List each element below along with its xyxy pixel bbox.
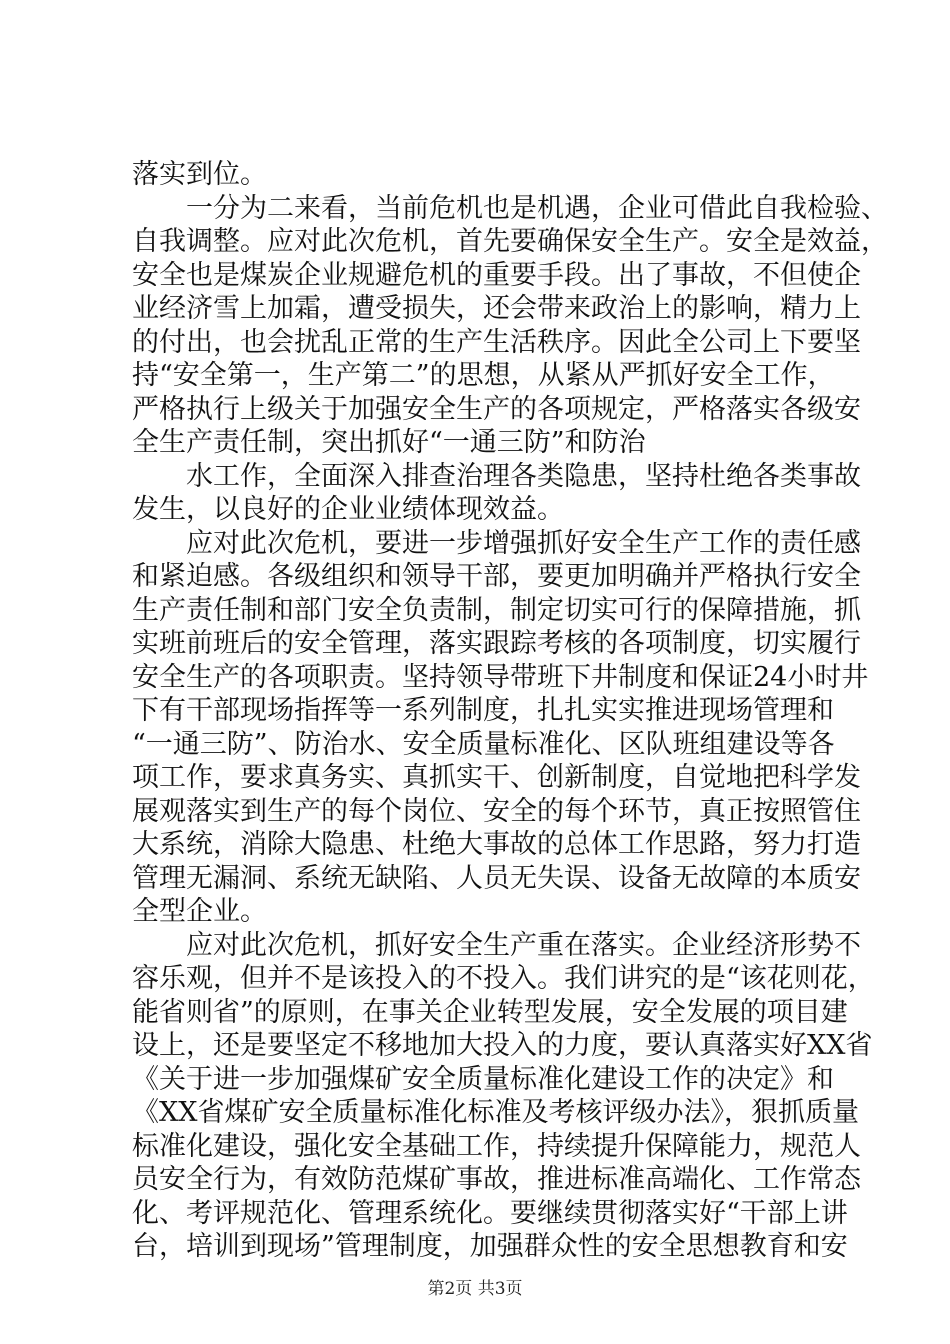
text-line: 落实到位。 <box>132 159 267 190</box>
text-line: “一通三防”、防治水、安全质量标准化、区队班组建设等各 <box>132 728 835 760</box>
text-line: 《关于进一步加强煤矿安全质量标准化建设工作的决定》和 <box>132 1063 834 1095</box>
text-line: 员安全行为，有效防范煤矿事故，推进标准高端化、工作常态 <box>132 1164 861 1195</box>
text-line: 水工作，全面深入排查治理各类隐患，坚持杜绝各类事故 <box>132 460 861 492</box>
text-line: 自我调整。应对此次危机，首先要确保安全生产。安全是效益， <box>132 226 888 257</box>
text-line: 业经济雪上加霜，遭受损失，还会带来政治上的影响，精力上 <box>132 293 861 324</box>
text-line: 一分为二来看，当前危机也是机遇，企业可借此自我检验、 <box>132 192 888 224</box>
text-line: 《XX省煤矿安全质量标准化标准及考核评级办法》，狠抓质量 <box>132 1097 859 1128</box>
text-line: 台，培训到现场”管理制度，加强群众性的安全思想教育和安 <box>132 1231 848 1262</box>
body-text <box>132 158 888 1264</box>
page-footer: 第2页 共3页 <box>427 1279 523 1299</box>
text-line: 化、考评规范化、管理系统化。要继续贯彻落实好“干部上讲 <box>132 1197 848 1229</box>
text-line: 生产责任制和部门安全负责制，制定切实可行的保障措施，抓 <box>132 594 861 626</box>
text-line: 安全生产的各项职责。坚持领导带班下井制度和保证24小时井 <box>132 661 869 693</box>
text-line: 标准化建设，强化安全基础工作，持续提升保障能力，规范人 <box>132 1130 861 1162</box>
text-line: 容乐观，但并不是该投入的不投入。我们讲究的是“该花则花， <box>132 963 875 994</box>
text-line: 能省则省”的原则，在事关企业转型发展，安全发展的项目建 <box>132 996 848 1028</box>
text-line: 管理无漏洞、系统无缺陷、人员无失误、设备无故障的本质安 <box>132 862 861 894</box>
text-line: 发生，以良好的企业业绩体现效益。 <box>132 494 564 525</box>
text-line: 下有干部现场指挥等一系列制度，扎扎实实推进现场管理和 <box>132 695 834 726</box>
text-line: 设上，还是要坚定不移地加大投入的力度，要认真落实好XX省 <box>132 1030 873 1061</box>
text-line: 全型企业。 <box>132 896 267 927</box>
text-line: 应对此次危机，要进一步增强抓好安全生产工作的责任感 <box>132 527 861 559</box>
text-line: 应对此次危机，抓好安全生产重在落实。企业经济形势不 <box>132 929 861 961</box>
text-line: 持“安全第一，生产第二”的思想，从紧从严抓好安全工作， <box>132 360 835 391</box>
text-line: 和紧迫感。各级组织和领导干部，要更加明确并严格执行安全 <box>132 561 861 592</box>
text-line: 实班前班后的安全管理，落实跟踪考核的各项制度，切实履行 <box>132 628 861 659</box>
text-line: 严格执行上级关于加强安全生产的各项规定，严格落实各级安 <box>132 393 861 425</box>
text-line: 安全也是煤炭企业规避危机的重要手段。出了事故，不但使企 <box>132 259 861 291</box>
text-line: 大系统，消除大隐患、杜绝大事故的总体工作思路，努力打造 <box>132 829 861 860</box>
text-line: 全生产责任制，突出抓好“一通三防”和防治 <box>132 427 646 458</box>
text-line: 项工作，要求真务实、真抓实干、创新制度，自觉地把科学发 <box>132 762 861 793</box>
text-line: 的付出，也会扰乱正常的生产生活秩序。因此全公司上下要坚 <box>132 326 861 358</box>
text-line: 展观落实到生产的每个岗位、安全的每个环节，真正按照管住 <box>132 795 861 827</box>
